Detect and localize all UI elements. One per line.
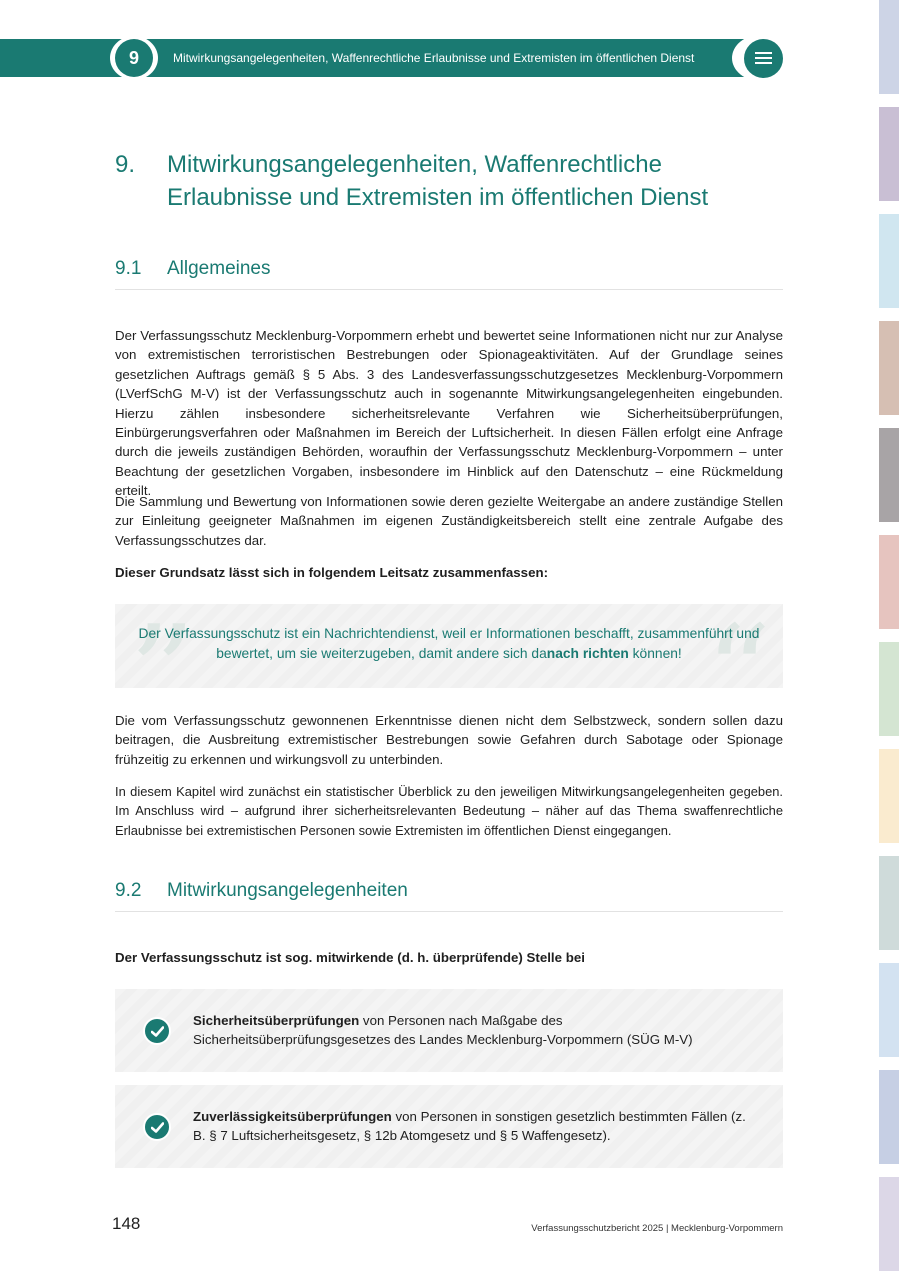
paragraph: Die vom Verfassungsschutz gewonnenen Erkenntnisse dienen nicht dem Selbstzweck, sondern sollen dazu beitragen, die Ausbreitung extremistischer Bestrebungen sowie Gefahren durch Sabotage oder Spionage frühzeitig zu erkennen und wirkungsvoll zu unterbinden. — [115, 713, 783, 767]
chapter-tab[interactable] — [879, 1070, 899, 1164]
hamburger-menu-icon — [755, 62, 772, 64]
quote-text-part: können! — [628, 646, 682, 661]
check-circle-icon — [143, 1113, 171, 1141]
check-list-item — [115, 989, 783, 1072]
check-item-term: Zuverlässigkeitsüberprüfungen — [193, 1109, 392, 1124]
chapter-tab[interactable] — [879, 1177, 899, 1271]
chapter-tab[interactable] — [879, 642, 899, 736]
chapter-heading-number: 9. — [115, 151, 136, 178]
check-item-description: von Personen nach Maßgabe des Sicherheitsüberprüfungsgesetzes des Landes Mecklenburg-Vorpommern (SÜG M-V) — [193, 1013, 693, 1048]
quote-text — [135, 624, 763, 664]
paragraph: In diesem Kapitel wird zunächst ein statistischer Überblick zu den jeweiligen Mitwirkungsangelegenheiten gegeben. Im Anschluss wird – aufgrund ihrer sicherheitsrelevanten Bedeutung – näher auf das Thema swaffenrechtliche Erlaubnisse bei extremistischen Personen sowie Extremisten im öffentlichen Dienst eingegangen. — [115, 784, 783, 838]
publication-footer: Verfassungsschutzbericht 2025 | Mecklenburg-Vorpommern — [531, 1223, 783, 1234]
chapter-tab[interactable] — [879, 749, 899, 843]
lead-sentence: Dieser Grundsatz lässt sich in folgendem Leitsatz zusammenfassen: — [115, 565, 549, 580]
hamburger-menu-icon — [755, 52, 772, 54]
chapter-heading-title: Mitwirkungsangelegenheiten, Waffenrechtliche Erlaubnisse und Extremisten im öffentlichen Dienst — [167, 151, 709, 211]
chapter-tab[interactable] — [879, 535, 899, 629]
hamburger-menu-icon — [755, 57, 772, 59]
lead-sentence: Der Verfassungsschutz ist sog. mitwirkende (d. h. überprüfende) Stelle bei — [115, 950, 585, 965]
check-circle-icon — [143, 1017, 171, 1045]
check-item-term: Sicherheitsüberprüfungen — [193, 1013, 360, 1028]
chapter-tab[interactable] — [879, 856, 899, 950]
page-number: 148 — [112, 1214, 141, 1233]
section-title: Mitwirkungsangelegenheiten — [167, 880, 408, 901]
running-header-title: Mitwirkungsangelegenheiten, Waffenrechtliche Erlaubnisse und Extremisten im öffentlichen Dienst — [173, 51, 695, 65]
check-item-text — [193, 1011, 753, 1050]
quote-text-part: Der Verfassungsschutz ist ein Nachrichtendienst, weil er Informationen beschafft, zusammenführt und bewertet, um sie weiterzugeben, damit andere sich da — [138, 626, 760, 661]
section-number: 9.1 — [115, 258, 142, 279]
chapter-tab[interactable] — [879, 0, 899, 94]
menu-button[interactable] — [744, 39, 783, 78]
chapter-tab[interactable] — [879, 428, 899, 522]
closing-quote-mark-icon: ” — [129, 597, 196, 749]
chapter-tab[interactable] — [879, 963, 899, 1057]
paragraph: Der Verfassungsschutz Mecklenburg-Vorpommern erhebt und bewertet seine Informationen nicht nur zur Analyse von extremistischen terroristischen Bestrebungen oder Spionageaktivitäten. Auf der Grundlage seines gesetzlichen Auftrags gemäß § 5 Abs. 3 des Landesverfassungsschutzgesetzes Mecklenburg-Vorpommern (LVerfSchG M-V) ist der Verfassungsschutz auch in sogenannte Mitwirkungsangelegenheiten eingebunden. Hierzu zählen insbesondere sicherheitsrelevante Verfahren wie Sicherheitsüberprüfungen, Einbürgerungsverfahren oder Maßnahmen im Bereich der Luftsicherheit. In diesen Fällen erfolgt eine Anfrage durch die jeweils zuständigen Behörden, woraufhin der Verfassungsschutz Mecklenburg-Vorpommern – unter Beachtung der gesetzlichen Vorgaben, insbesondere im Hinblick auf den Datenschutz – eine Rückmeldung erteilt. — [115, 328, 783, 499]
chapter-number-badge: 9 — [115, 39, 153, 77]
section-number: 9.2 — [115, 880, 142, 901]
check-item-text — [193, 1107, 753, 1146]
paragraph: Die Sammlung und Bewertung von Informationen sowie deren gezielte Weitergabe an andere zuständige Stellen zur Einleitung geeigneter Maßnahmen im eigenen Zuständigkeitsbereich stellt eine zentrale Aufgabe des Verfassungsschutzes dar. — [115, 494, 783, 548]
section-title: Allgemeines — [167, 258, 271, 279]
chapter-tab[interactable] — [879, 107, 899, 201]
opening-quote-mark-icon: “ — [705, 597, 772, 749]
quote-emphasis: nach richten — [546, 646, 629, 661]
chapter-tab[interactable] — [879, 214, 899, 308]
section-heading-allgemeines — [115, 258, 783, 290]
section-heading-mitwirkungsangelegenheiten — [115, 880, 783, 912]
check-item-description: von Personen in sonstigen gesetzlich bestimmten Fällen (z. B. § 7 Luftsicherheitsgesetz, § 12b Atomgesetz und § 5 Waffengesetz). — [193, 1109, 746, 1144]
check-list-item — [115, 1085, 783, 1168]
chapter-tab[interactable] — [879, 321, 899, 415]
